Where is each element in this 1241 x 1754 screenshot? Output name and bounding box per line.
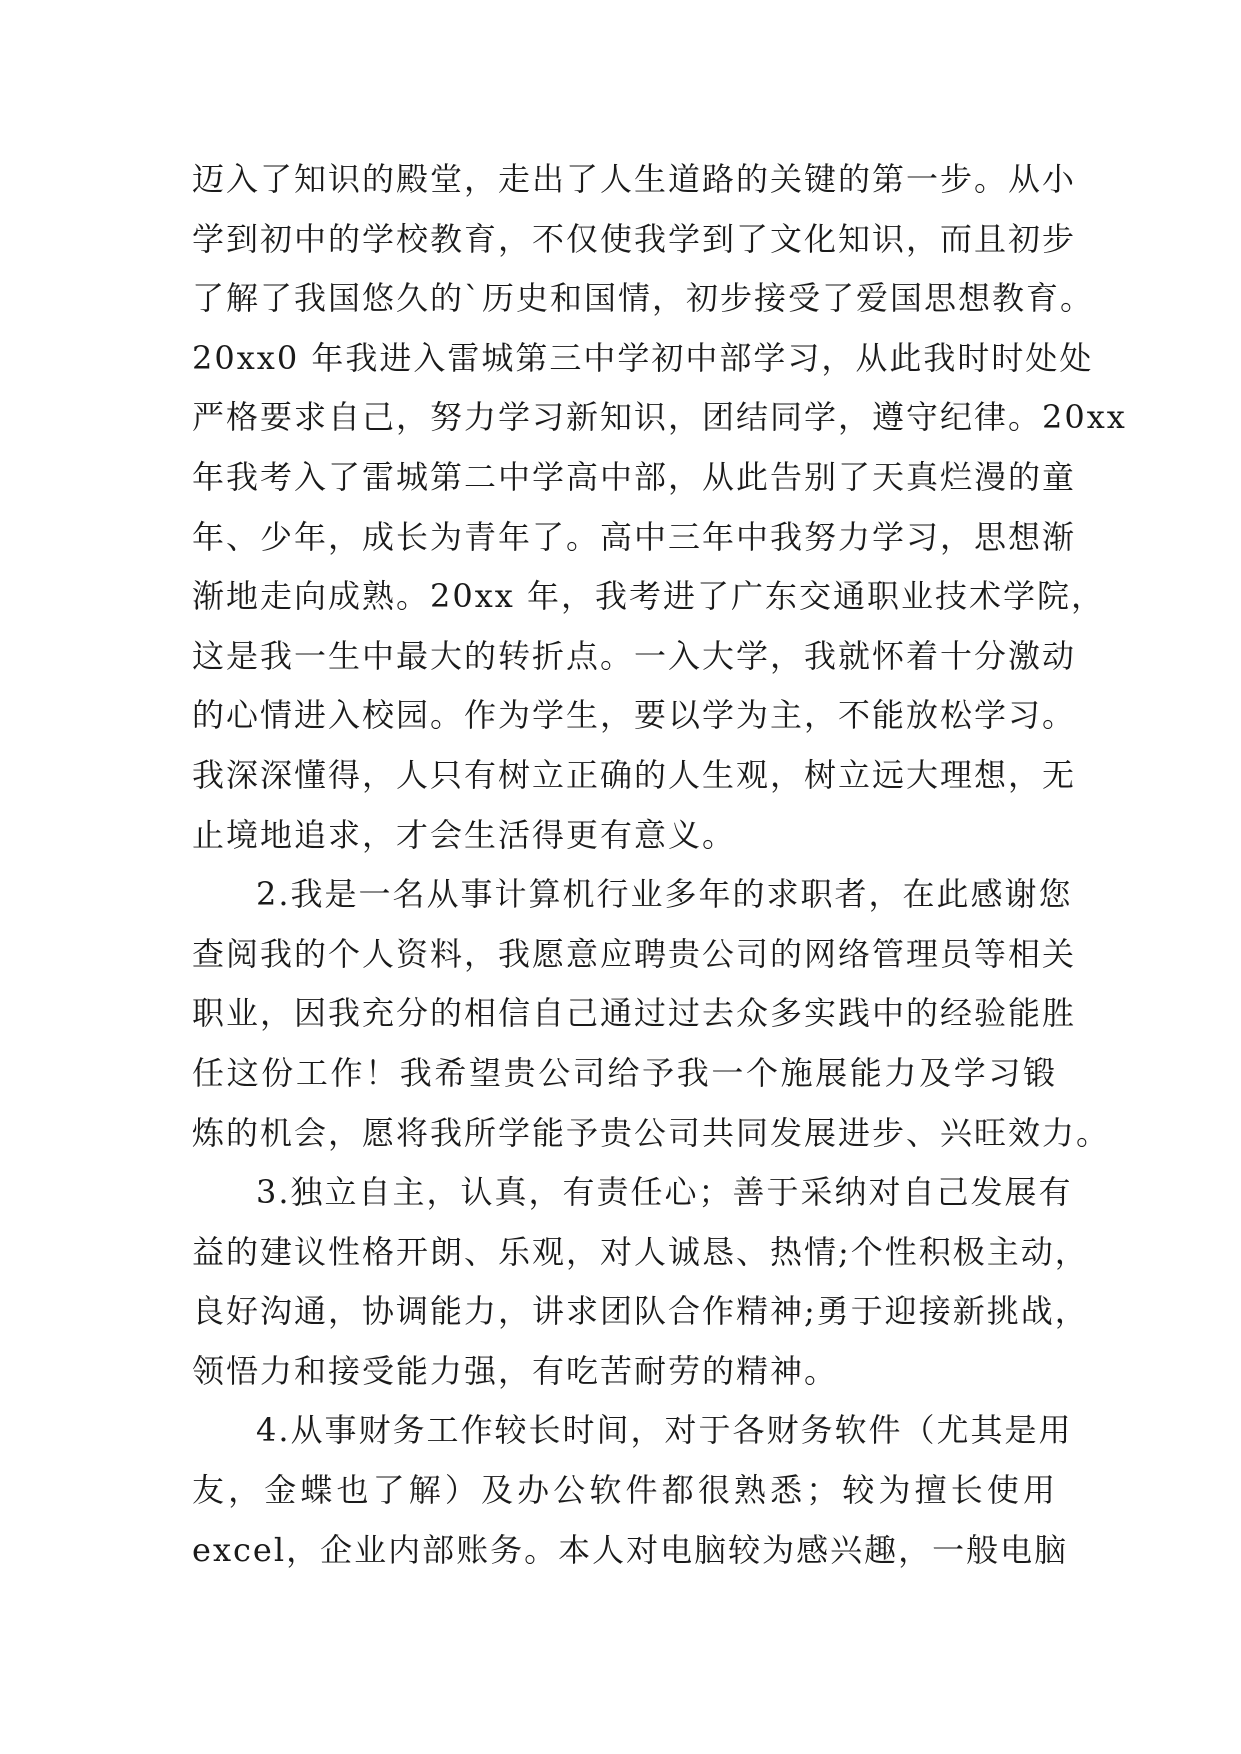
text-line: 止境地追求，才会生活得更有意义。 bbox=[192, 815, 737, 854]
text-line: 3.独立自主，认真，有责任心；善于采纳对自己发展有 bbox=[256, 1173, 1073, 1212]
paragraph-education-history bbox=[192, 150, 1127, 865]
text-line: 良好沟通，协调能力，讲求团队合作精神;勇于迎接新挑战， bbox=[192, 1292, 1089, 1331]
text-line: 炼的机会，愿将我所学能予贵公司共同发展进步、兴旺效力。 bbox=[192, 1113, 1111, 1152]
text-line: 严格要求自己，努力学习新知识，团结同学，遵守纪律。20xx bbox=[192, 398, 1127, 437]
text-line: 这是我一生中最大的转折点。一入大学，我就怀着十分激动 bbox=[192, 636, 1077, 675]
paragraph-item-4 bbox=[192, 1401, 1073, 1580]
text-line: 益的建议性格开朗、乐观，对人诚恳、热情;个性积极主动， bbox=[192, 1232, 1089, 1271]
text-line: 年、少年，成长为青年了。高中三年中我努力学习，思想渐 bbox=[192, 517, 1077, 556]
text-line: 友，金蝶也了解）及办公软件都很熟悉；较为擅长使用 bbox=[192, 1471, 1057, 1510]
text-line: 20xx0 年我进入雷城第三中学初中部学习，从此我时时处处 bbox=[192, 338, 1094, 377]
text-line: 职业，因我充分的相信自己通过过去众多实践中的经验能胜 bbox=[192, 994, 1077, 1033]
text-line: 年我考入了雷城第二中学高中部，从此告别了天真烂漫的童 bbox=[192, 457, 1077, 496]
text-line: 渐地走向成熟。20xx 年，我考进了广东交通职业技术学院， bbox=[192, 577, 1105, 616]
text-line: 4.从事财务工作较长时间，对于各财务软件（尤其是用 bbox=[256, 1411, 1073, 1450]
text-line: 迈入了知识的殿堂，走出了人生道路的关键的第一步。从小 bbox=[192, 160, 1077, 198]
text-line: 2.我是一名从事计算机行业多年的求职者，在此感谢您 bbox=[256, 875, 1073, 914]
text-line: 领悟力和接受能力强，有吃苦耐劳的精神。 bbox=[192, 1351, 839, 1390]
text-line: 的心情进入校园。作为学生，要以学为主，不能放松学习。 bbox=[192, 696, 1077, 735]
text-line: 了解了我国悠久的`历史和国情，初步接受了爱国思想教育。 bbox=[192, 279, 1095, 318]
text-line: 查阅我的个人资料，我愿意应聘贵公司的网络管理员等相关 bbox=[192, 934, 1077, 973]
paragraph-item-2 bbox=[192, 865, 1111, 1163]
text-line: 学到初中的学校教育，不仅使我学到了文化知识，而且初步 bbox=[192, 219, 1077, 258]
paragraph-item-3 bbox=[192, 1163, 1089, 1401]
text-line: 任这份工作！我希望贵公司给予我一个施展能力及学习锻 bbox=[192, 1053, 1057, 1092]
text-line: 我深深懂得，人只有树立正确的人生观，树立远大理想，无 bbox=[192, 755, 1077, 794]
document-body bbox=[192, 150, 1127, 1580]
text-line: excel，企业内部账务。本人对电脑较为感兴趣，一般电脑 bbox=[192, 1530, 1069, 1569]
